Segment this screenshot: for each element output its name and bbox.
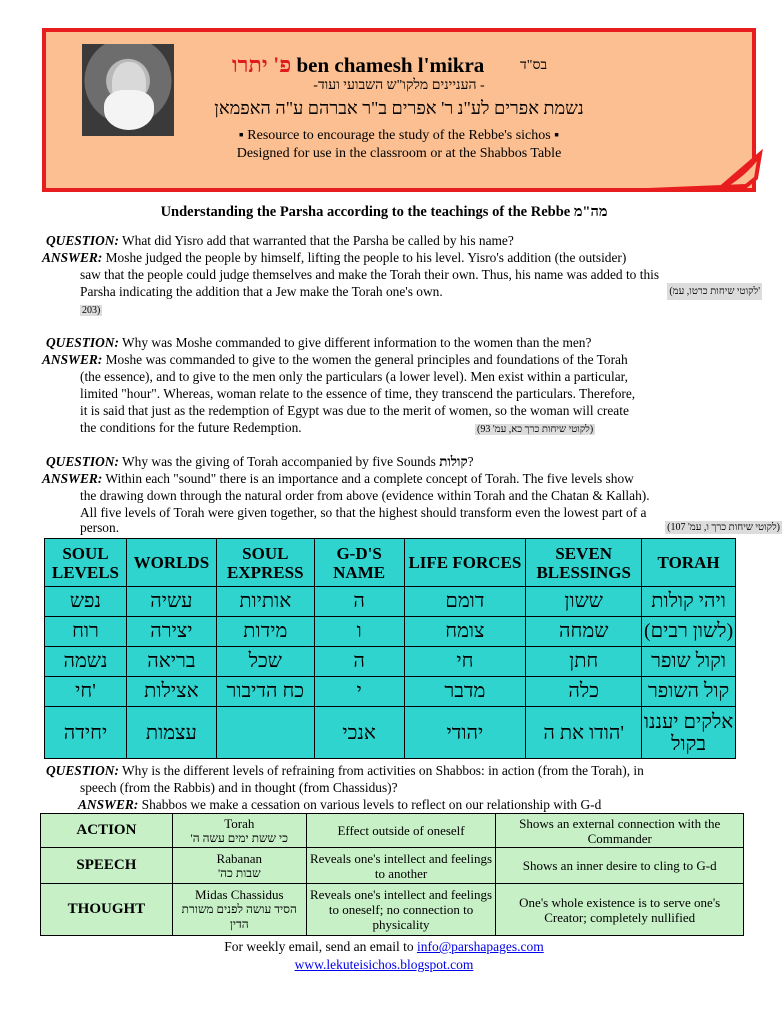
website-link[interactable]: www.lekuteisichos.blogspot.com (294, 957, 474, 972)
table-row: יחידה עצמות אנכי יהודי הודו את ה' אלקים יעננו בקול (45, 707, 736, 759)
page-title: Understanding the Parsha according to the teachings of the Rebbe מה"מ (160, 204, 608, 220)
bsd-mark: בס"ד (520, 58, 548, 73)
col-header: TORAH (642, 539, 736, 587)
question-1: QUESTION: What did Yisro add that warranted that the Parsha be called by his name? (46, 233, 514, 248)
shabbos-levels-table (40, 813, 744, 936)
answer-3: ANSWER: Within each "sound" there is an importance and a complete concept of Torah. The five levels show (42, 471, 634, 486)
banner-resource-line: ▪ Resource to encourage the study of the Rebbe's sichos ▪ (238, 128, 560, 143)
col-header: LIFE FORCES (404, 539, 526, 587)
table-row: רוח יצירה מידות ו צומח שמחה (לשון רבים) (45, 617, 736, 647)
question-3: QUESTION: Why was the giving of Torah accompanied by five Sounds קולות? (46, 454, 474, 469)
banner-usage-line: Designed for use in the classroom or at the Shabbos Table (236, 146, 562, 161)
col-header: SEVEN BLESSINGS (526, 539, 642, 587)
question-2: QUESTION: Why was Moshe commanded to give different information to the women than the men? (46, 335, 592, 350)
col-header: WORLDS (126, 539, 216, 587)
banner-title (232, 52, 484, 78)
table-row: נפש עשיה אותיות ה דומם ששון ויהי קולות (45, 587, 736, 617)
source-citation: (לקוטי שיחות כרך ו, עמ' 107) (667, 522, 780, 533)
parsha-name-hebrew: פ' יתרו (232, 52, 292, 77)
banner-subtitle: -העניינים מלקו"ש השבועי ועוד - (313, 78, 485, 93)
table-row: SPEECH Rabanan 'שבות כה Reveals one's intellect and feelings to another Shows an inner desire to cling to G-d (41, 848, 744, 884)
source-citation: (לקוטי שיחות כרטו, עמ' (667, 283, 762, 300)
table-row: THOUGHT Midas Chassidus הסיד עושה לפנים משורת הדין Reveals one's intellect and feelings to oneself; no connection to physicality One's whole existence is to serve one's Creator; completely nullified (41, 884, 744, 936)
col-header: SOUL LEVELS (45, 539, 127, 587)
table-row: חי' אצילות כח הדיבור י מדבר כלה קול השופר (45, 677, 736, 707)
answer-4: ANSWER: Shabbos we make a cessation on various levels to reflect on our relationship with G-d (78, 797, 602, 812)
qa-block-1: QUESTION: What did Yisro add that warranted that the Parsha be called by his name? ANSWER: Moshe judged the people by himself, lifting the people to his level. Yisro's addition (the outsider) saw that the people could judge themselves and make the Torah their own. Thus, his name was added to this Parsha indicating the addition that a Jew make the Torah one's own. (לקוטי שיחות כרטו, עמ' 203) (42, 233, 760, 316)
table-row: נשמה בריאה שכל ה חי חתן וקול שופר (45, 647, 736, 677)
qa-block-3: QUESTION: Why was the giving of Torah accompanied by five Sounds קולות? ANSWER: Within each "sound" there is an importance and a complete concept of Torah. The five levels show the drawing down through the natural order from above (evidence within Torah and the Chatan & Kallah). All five levels of Torah were given together, so that the highest should transform even the lowest part of a person. (לקוטי שיחות כרך ו, עמ' 107) (42, 454, 780, 535)
source-citation-cont: 203) (82, 305, 101, 316)
question-4: QUESTION: Why is the different levels of refraining from activities on Shabbos: in action (from the Torah), in (46, 763, 644, 778)
answer-1: ANSWER: Moshe judged the people by himself, lifting the people to his level. Yisro's addition (the outsider) (42, 250, 627, 265)
table-row: ACTION Torah 'כי ששת ימים עשה ה Effect outside of oneself Shows an external connection with the Commander (41, 814, 744, 848)
answer-2: ANSWER: Moshe was commanded to give to the women the general principles and foundations of the Torah (42, 352, 628, 367)
levels-table (44, 538, 736, 759)
col-header: G-D'S NAME (314, 539, 404, 587)
qa-block-4: QUESTION: Why is the different levels of refraining from activities on Shabbos: in action (from the Torah), in speech (from the Rabbis) and in thought (from Chassidus)? ANSWER: Shabbos we make a cessation on various levels to reflect on our relationship with G-d (46, 762, 762, 813)
levels-table-header (45, 539, 736, 587)
source-citation: (לקוטי שיחות כרך כא, עמ' 93) (477, 424, 594, 435)
col-header: SOUL EXPRESS (216, 539, 314, 587)
footer-email-line: For weekly email, send an email to info@parshapages.com (224, 939, 544, 954)
footer-website-line (0, 957, 768, 973)
email-link[interactable]: info@parshapages.com (416, 939, 544, 954)
series-name: ben chamesh l'mikra (296, 53, 485, 77)
header-banner (42, 28, 768, 198)
banner-dedication: נשמת אפרים לע"נ ר' אפרים ב"ר אברהם ע"ה האפמאן (214, 98, 584, 118)
page-curl-icon (648, 150, 768, 198)
qa-block-2: QUESTION: Why was Moshe commanded to give different information to the women than the men? ANSWER: Moshe was commanded to give to the women the general principles and foundations of the Torah (the essence), and to give to the men only the particulars (a lower level). Men exist within a particular, limited "hour". Whereas, woman relate to the essence of time, they transcend the particulars. Therefore, it is said that just as the redemption of Egypt was due to the merit of women, so the woman will create the conditions for the future Redemption. (לקוטי שיחות כרך כא, עמ' 93) (46, 334, 762, 438)
